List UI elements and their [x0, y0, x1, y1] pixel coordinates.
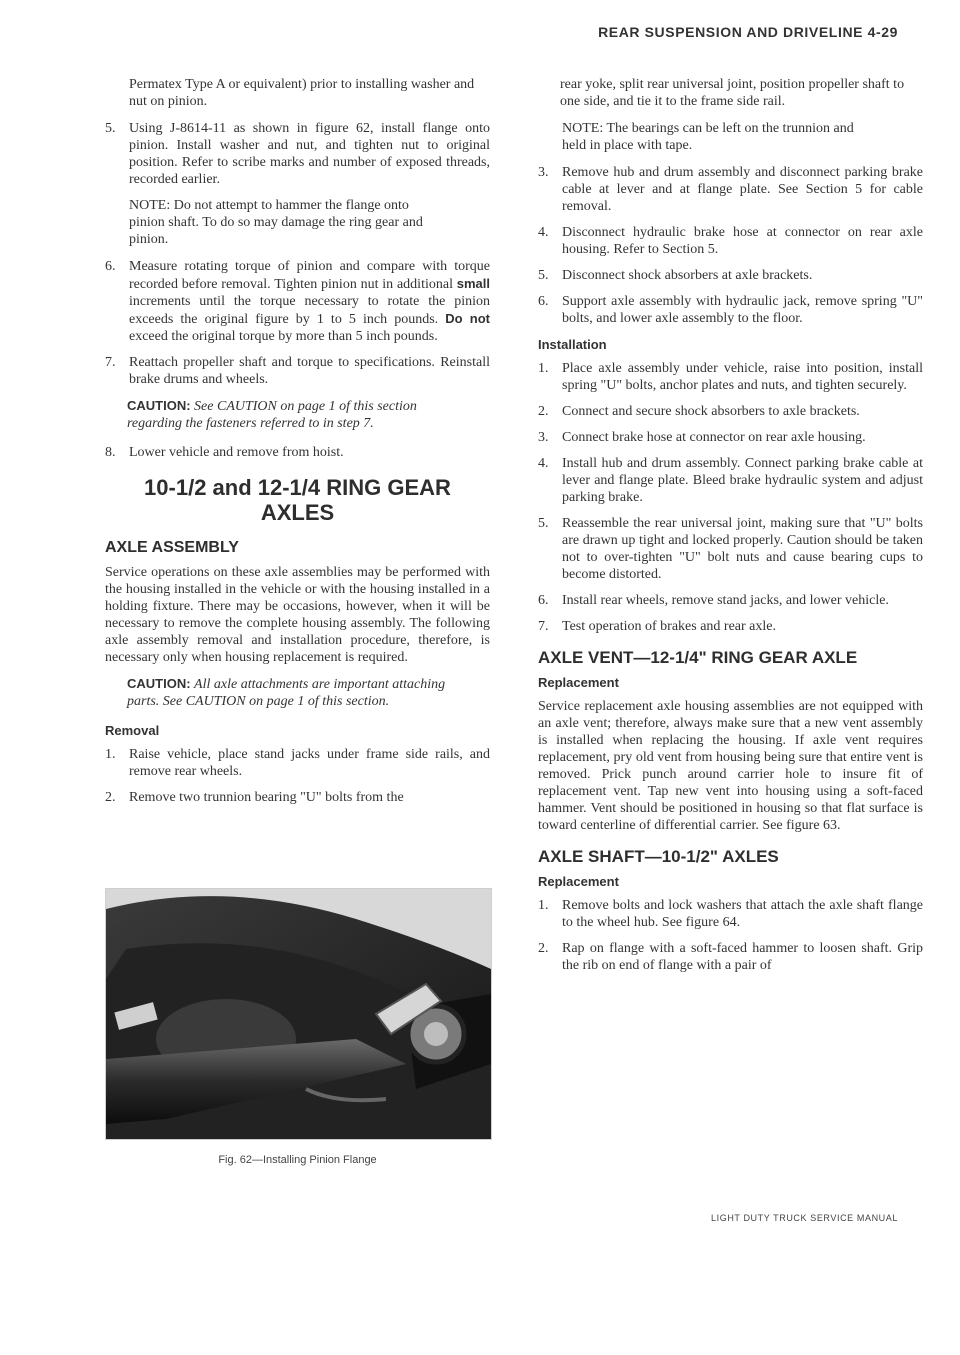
caution-text: All axle attachments are important attaching parts. See CAUTION on page 1 of this section. [127, 677, 446, 709]
note-bearings: NOTE: The bearings can be left on the trunnion and held in place with tape. [562, 121, 854, 153]
figure-caption: Fig. 62—Installing Pinion Flange [218, 1154, 377, 1166]
vent-replacement-heading: Replacement [538, 675, 619, 690]
step-6 [105, 258, 490, 345]
step-text: Support axle assembly with hydraulic jack, remove spring "U" bolts, and lower axle assembly to the floor. [562, 294, 923, 326]
installation-heading: Installation [538, 337, 607, 352]
step-text-part: Measure rotating torque of pinion and compare with torque recorded before removal. Tighten pinion nut in additional [129, 259, 490, 292]
emphasis-do-not: Do not [445, 311, 490, 326]
removal-step-4 [538, 224, 923, 258]
step-number: 1. [105, 747, 116, 762]
step-number: 3. [538, 430, 549, 445]
step-number: 1. [538, 361, 549, 376]
step-text: Remove bolts and lock washers that attach the axle shaft flange to the wheel hub. See figure 64. [562, 898, 923, 930]
step-text: Remove two trunnion bearing "U" bolts from the [129, 790, 404, 805]
step-number: 7. [538, 619, 549, 634]
installation-step-3 [538, 429, 923, 446]
caution-label: CAUTION: [127, 676, 191, 691]
axle-assembly-paragraph: Service operations on these axle assemblies may be performed with the housing installed in the vehicle or with the housing installed in a holding fixture. There may be occasions, however, when it will be necessary to remove the complete housing assembly. The following axle assembly removal and installation procedure, therefore, is necessary only when housing replacement is required. [105, 565, 490, 665]
step-number: 1. [538, 898, 549, 913]
step-text: Install rear wheels, remove stand jacks, and lower vehicle. [562, 593, 889, 608]
step-number: 4. [538, 225, 549, 240]
step-5 [105, 120, 490, 188]
axle-shaft-heading: AXLE SHAFT—10-1/2" AXLES [538, 847, 779, 866]
right-column [538, 76, 923, 983]
step-text: Place axle assembly under vehicle, raise into position, install spring "U" bolts, anchor plates and nuts, and tighten securely. [562, 361, 923, 393]
step-number: 5. [538, 516, 549, 531]
step-number: 3. [538, 165, 549, 180]
step-number: 6. [538, 593, 549, 608]
continued-text: rear yoke, split rear universal joint, position propeller shaft to one side, and tie it to the frame side rail. [560, 77, 905, 109]
pinion-flange-photo [106, 889, 491, 1139]
step-7 [105, 354, 490, 388]
caution-text: See CAUTION on page 1 of this section regarding the fasteners referred to in step 7. [127, 399, 417, 431]
step-text: Reassemble the rear universal joint, making sure that "U" bolts are drawn up tight and locked properly. Caution should be taken not to over-tighten "U" bolt nuts and cause bearing cups to become distorted. [562, 516, 923, 582]
emphasis-small: small [456, 276, 490, 291]
step-text [129, 258, 490, 345]
caution-attachments [127, 675, 457, 710]
step-text: Connect and secure shock absorbers to axle brackets. [562, 404, 860, 419]
running-head: REAR SUSPENSION AND DRIVELINE 4-29 [598, 24, 898, 40]
removal-heading: Removal [105, 723, 160, 738]
caution-label: CAUTION: [127, 398, 191, 413]
installation-step-4 [538, 455, 923, 506]
note-hammer: NOTE: Do not attempt to hammer the flange onto pinion shaft. To do so may damage the ring gear and pinion. [129, 198, 423, 247]
step-number: 6. [105, 259, 116, 274]
step-number: 2. [538, 404, 549, 419]
caution-fasteners [127, 397, 457, 432]
step-text: Raise vehicle, place stand jacks under frame side rails, and remove rear wheels. [129, 747, 490, 779]
removal-step-5 [538, 267, 923, 284]
step-text-part: exceed the original torque by more than 5 inch pounds. [129, 329, 438, 344]
step-text: Lower vehicle and remove from hoist. [129, 445, 344, 460]
step-text: Disconnect shock absorbers at axle brackets. [562, 268, 813, 283]
step-number: 6. [538, 294, 549, 309]
step-text: Using J-8614-11 as shown in figure 62, install flange onto pinion. Install washer and nut, and tighten nut to original position. Refer to scribe marks and number of exposed threads, recorded earlier. [129, 121, 490, 187]
installation-step-5 [538, 515, 923, 583]
step-number: 2. [538, 941, 549, 956]
installation-step-2 [538, 403, 923, 420]
step-number: 2. [105, 790, 116, 805]
step-number: 4. [538, 456, 549, 471]
step-text: Disconnect hydraulic brake hose at connector on rear axle housing. Refer to Section 5. [562, 225, 923, 257]
step-text: Test operation of brakes and rear axle. [562, 619, 776, 634]
step-number: 5. [538, 268, 549, 283]
removal-step-3 [538, 164, 923, 215]
removal-step-1 [105, 746, 490, 780]
step-number: 8. [105, 445, 116, 460]
step-text-part: increments until the torque necessary to rotate the pinion exceeds the original figure by 1 to 5 inch pounds. [129, 294, 490, 327]
step-8 [105, 444, 490, 461]
step-text: Reattach propeller shaft and torque to specifications. Reinstall brake drums and wheels. [129, 355, 490, 387]
continued-text: Permatex Type A or equivalent) prior to installing washer and nut on pinion. [129, 77, 475, 109]
footer: LIGHT DUTY TRUCK SERVICE MANUAL [711, 1213, 898, 1223]
installation-step-7 [538, 618, 923, 635]
left-column [105, 76, 490, 815]
installation-step-6 [538, 592, 923, 609]
shaft-replacement-heading: Replacement [538, 874, 619, 889]
step-text: Rap on flange with a soft-faced hammer to loosen shaft. Grip the rib on end of flange with a pair of [562, 941, 923, 973]
shaft-step-1 [538, 897, 923, 931]
step-number: 5. [105, 121, 116, 136]
axle-vent-paragraph: Service replacement axle housing assemblies are not equipped with an axle vent; therefore, always make sure that a new vent assembly is installed when replacing the housing. If axle vent requires replacement, pry old vent from housing being sure that entire vent is removed. Prick punch around carrier hole to insure fit of replacement vent. Tap new vent into housing using a soft-faced hammer. Vent should be positioned in housing so that flat surface is toward centerline of differential carrier. See figure 63. [538, 699, 923, 833]
figure-installing-pinion-flange [105, 888, 492, 1140]
step-text: Remove hub and drum assembly and disconnect parking brake cable at lever and at flange plate. See Section 5 for cable removal. [562, 165, 923, 214]
step-text: Install hub and drum assembly. Connect parking brake cable at lever and flange plate. Bleed brake hydraulic system and adjust parking brake. [562, 456, 923, 505]
removal-step-6 [538, 293, 923, 327]
installation-step-1 [538, 360, 923, 394]
shaft-step-2 [538, 940, 923, 974]
step-text: Connect brake hose at connector on rear axle housing. [562, 430, 866, 445]
axle-assembly-heading: AXLE ASSEMBLY [105, 539, 239, 556]
axle-vent-heading: AXLE VENT—12-1/4" RING GEAR AXLE [538, 648, 858, 667]
section-title: 10-1/2 and 12-1/4 RING GEAR AXLES [144, 475, 451, 525]
step-number: 7. [105, 355, 116, 370]
removal-step-2 [105, 789, 490, 806]
